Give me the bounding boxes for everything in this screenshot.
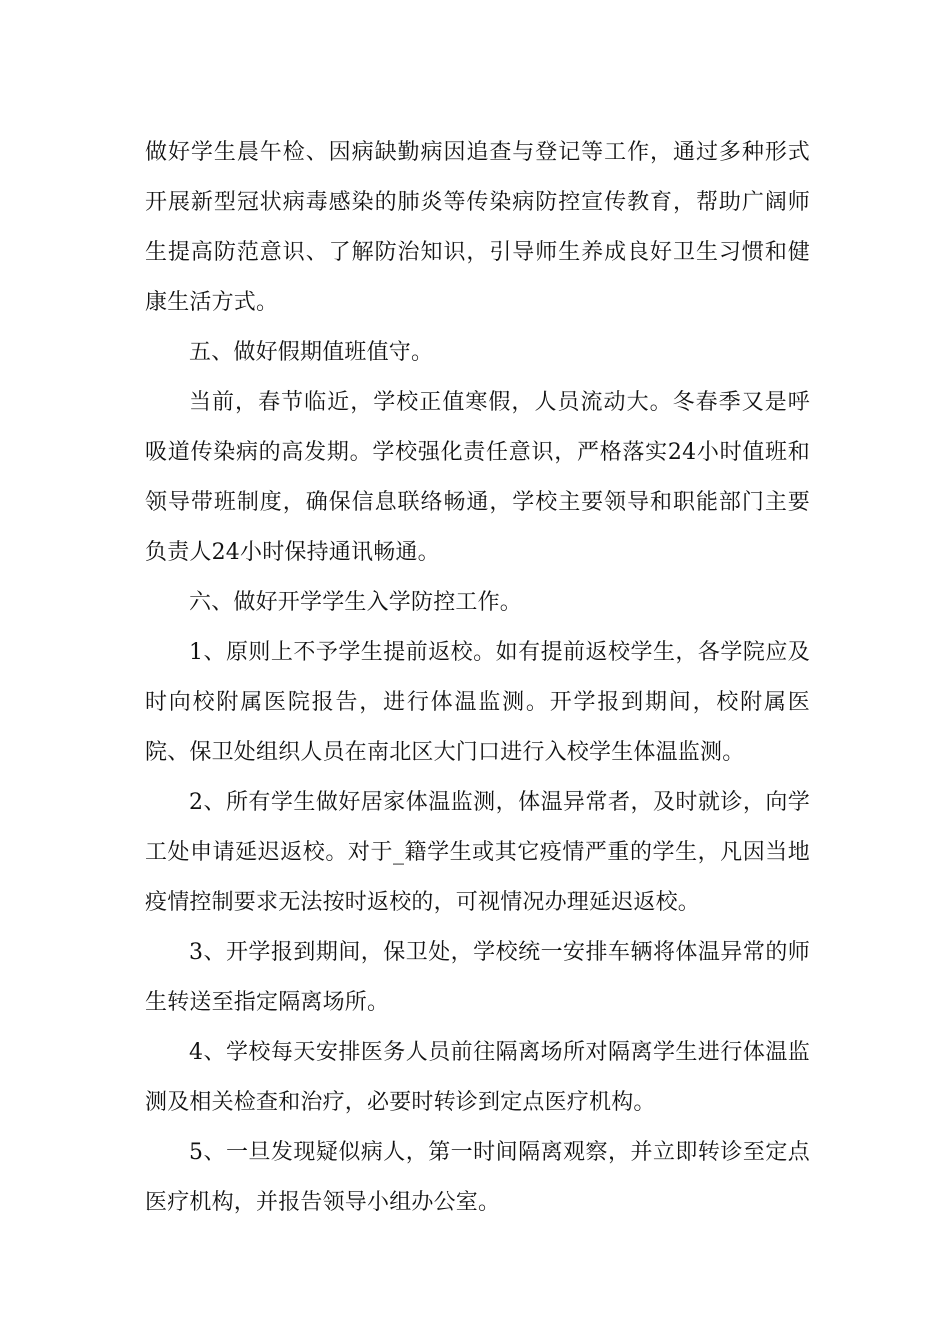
list-item-4: 4、学校每天安排医务人员前往隔离场所对隔离学生进行体温监测及相关检查和治疗，必要时转诊到定点医疗机构。 bbox=[145, 1040, 810, 1115]
document-body bbox=[145, 128, 810, 1228]
section-heading-5: 五、做好假期值班值守。 bbox=[189, 340, 434, 365]
list-item-3: 3、开学报到期间，保卫处，学校统一安排车辆将体温异常的师生转送至指定隔离场所。 bbox=[145, 940, 810, 1015]
paragraph-duty: 当前，春节临近，学校正值寒假，人员流动大。冬春季又是呼吸道传染病的高发期。学校强化责任意识，严格落实24小时值班和领导带班制度，确保信息联络畅通，学校主要领导和职能部门主要负责人24小时保持通讯畅通。 bbox=[145, 390, 810, 565]
list-item-1: 1、原则上不予学生提前返校。如有提前返校学生，各学院应及时向校附属医院报告，进行体温监测。开学报到期间，校附属医院、保卫处组织人员在南北区大门口进行入校学生体温监测。 bbox=[145, 640, 810, 765]
list-item-5: 5、一旦发现疑似病人，第一时间隔离观察，并立即转诊至定点医疗机构，并报告领导小组办公室。 bbox=[145, 1140, 810, 1215]
section-heading-6: 六、做好开学学生入学防控工作。 bbox=[189, 590, 523, 615]
list-item-2: 2、所有学生做好居家体温监测，体温异常者，及时就诊，向学工处申请延迟返校。对于_籍学生或其它疫情严重的学生，凡因当地疫情控制要求无法按时返校的，可视情况办理延迟返校。 bbox=[145, 790, 810, 915]
paragraph-continuation: 做好学生晨午检、因病缺勤病因追查与登记等工作，通过多种形式开展新型冠状病毒感染的肺炎等传染病防控宣传教育，帮助广阔师生提高防范意识、了解防治知识，引导师生养成良好卫生习惯和健康生活方式。 bbox=[145, 140, 810, 315]
